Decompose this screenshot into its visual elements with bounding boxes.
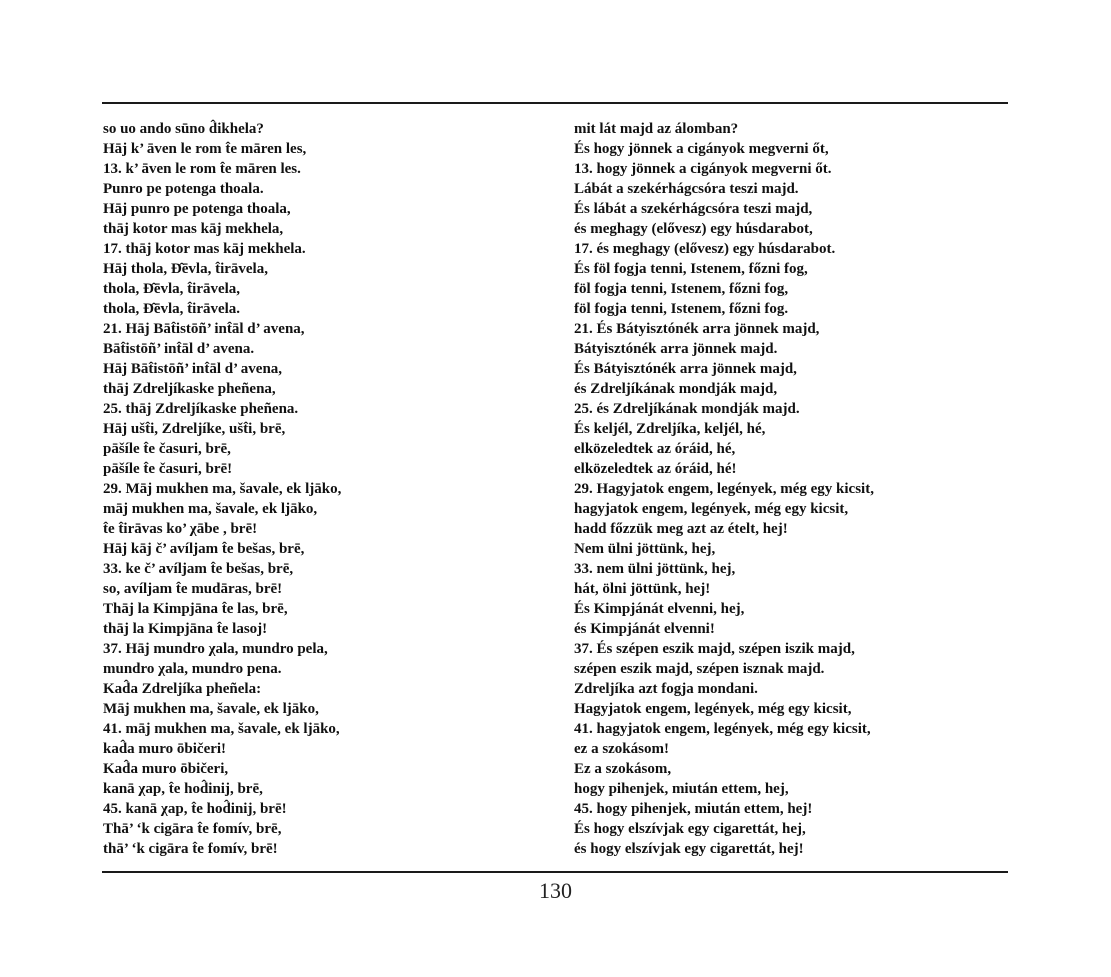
romani-verse-line: thola, Đ̂ēvla, t̂irāvela. bbox=[103, 301, 241, 317]
romani-verse-line: mundro χala, mundro pena. bbox=[103, 661, 282, 677]
romani-verse-line: pāšíle t̂e časuri, brē, bbox=[103, 441, 231, 457]
romani-verse-line: so uo ando sūno d̂ikhela? bbox=[103, 121, 264, 137]
hungarian-verse-line: 45. hogy pihenjek, miután ettem, hej! bbox=[574, 801, 813, 817]
hungarian-verse-line: föl fogja tenni, Istenem, főzni fog. bbox=[574, 301, 789, 317]
romani-verse-line: Kad̂a Zdreljíka pheñela: bbox=[103, 681, 262, 697]
hungarian-verse-line: Lábát a szekérhágcsóra teszi majd. bbox=[574, 181, 799, 197]
romani-verse-line: Hāj ušt̂i, Zdreljíke, ušt̂i, brē, bbox=[103, 421, 286, 437]
page-number: 130 bbox=[539, 878, 572, 903]
romani-verse-line: thāj Zdreljíkaske pheñena, bbox=[103, 381, 276, 397]
bottom-rule bbox=[102, 871, 1008, 873]
romani-verse-line: 17. thāj kotor mas kāj mekhela. bbox=[103, 241, 306, 257]
romani-verse-line: thāj kotor mas kāj mekhela, bbox=[103, 221, 284, 237]
romani-verse-line: 37. Hāj mundro χala, mundro pela, bbox=[103, 641, 328, 657]
hungarian-verse-line: 29. Hagyjatok engem, legények, még egy kicsit, bbox=[574, 481, 874, 497]
romani-verse-line: Hāj punro pe potenga thoala, bbox=[103, 201, 291, 217]
romani-verse-line: 33. ke č’ avíljam t̂e bešas, brē, bbox=[103, 561, 294, 577]
romani-verse-line: māj mukhen ma, šavale, ek ljāko, bbox=[103, 501, 318, 517]
hungarian-verse-line: És keljél, Zdreljíka, keljél, hé, bbox=[574, 421, 766, 437]
romani-verse-line: 41. māj mukhen ma, šavale, ek ljāko, bbox=[103, 721, 340, 737]
hungarian-verse-line: föl fogja tenni, Istenem, főzni fog, bbox=[574, 281, 789, 297]
romani-verse-line: Thā’ ‘k cigāra t̂e fomív, brē, bbox=[103, 821, 282, 837]
hungarian-verse-line: Hagyjatok engem, legények, még egy kicsit, bbox=[574, 701, 852, 717]
hungarian-verse-line: mit lát majd az álomban? bbox=[574, 121, 739, 137]
hungarian-translation-column bbox=[574, 119, 1008, 859]
romani-verse-line: 29. Māj mukhen ma, šavale, ek ljāko, bbox=[103, 481, 342, 497]
romani-verse-line: thā’ ‘k cigāra t̂e fomív, brē! bbox=[103, 841, 278, 857]
hungarian-verse-line: 21. És Bátyisztónék arra jönnek majd, bbox=[574, 321, 820, 337]
romani-verse-line: 21. Hāj Bāt̂istōñ’ int̂āl d’ avena, bbox=[103, 321, 305, 337]
romani-verse-line: kad̂a muro ōbičeri! bbox=[103, 741, 227, 757]
hungarian-verse-line: És hogy jönnek a cigányok megverni őt, bbox=[574, 141, 829, 157]
hungarian-verse-line: és hogy elszívjak egy cigarettát, hej! bbox=[574, 841, 804, 857]
hungarian-verse-line: hadd főzzük meg azt az ételt, hej! bbox=[574, 521, 788, 537]
hungarian-verse-line: Zdreljíka azt fogja mondani. bbox=[574, 681, 758, 697]
romani-verse-line: so, avíljam t̂e mudāras, brē! bbox=[103, 581, 283, 597]
romani-verse-line: t̂e t̂irāvas ko’ χābe , brē! bbox=[103, 521, 258, 537]
hungarian-verse-line: 37. És szépen eszik majd, szépen iszik majd, bbox=[574, 641, 855, 657]
hungarian-verse-line: 13. hogy jönnek a cigányok megverni őt. bbox=[574, 161, 832, 177]
hungarian-verse-line: 33. nem ülni jöttünk, hej, bbox=[574, 561, 736, 577]
hungarian-verse-line: 41. hagyjatok engem, legények, még egy kicsit, bbox=[574, 721, 871, 737]
hungarian-verse-line: És lábát a szekérhágcsóra teszi majd, bbox=[574, 201, 813, 217]
hungarian-verse-line: Bátyisztónék arra jönnek majd. bbox=[574, 341, 778, 357]
hungarian-verse-line: 17. és meghagy (elővesz) egy húsdarabot. bbox=[574, 241, 836, 257]
hungarian-verse-line: hagyjatok engem, legények, még egy kicsit, bbox=[574, 501, 849, 517]
romani-verse-line: Hāj Bāt̂istōñ’ int̂āl d’ avena, bbox=[103, 361, 283, 377]
top-rule bbox=[102, 102, 1008, 104]
romani-verse-line: Punro pe potenga thoala. bbox=[103, 181, 264, 197]
romani-verse-line: pāšíle t̂e časuri, brē! bbox=[103, 461, 233, 477]
romani-verse-line: Māj mukhen ma, šavale, ek ljāko, bbox=[103, 701, 319, 717]
hungarian-verse-line: és meghagy (elővesz) egy húsdarabot, bbox=[574, 221, 813, 237]
hungarian-verse-line: és Kimpjánát elvenni! bbox=[574, 621, 715, 637]
hungarian-verse-line: hát, ölni jöttünk, hej! bbox=[574, 581, 711, 597]
romani-verse-line: 13. k’ āven le rom t̂e māren les. bbox=[103, 161, 301, 177]
romani-verse-line: Bāt̂istōñ’ int̂āl d’ avena. bbox=[103, 341, 255, 357]
romani-verse-line: Hāj thola, Đ̂ēvla, t̂irāvela, bbox=[103, 261, 268, 277]
romani-verse-line: 25. thāj Zdreljíkaske pheñena. bbox=[103, 401, 299, 417]
hungarian-verse-line: szépen eszik majd, szépen isznak majd. bbox=[574, 661, 825, 677]
hungarian-verse-line: elközeledtek az óráid, hé! bbox=[574, 461, 737, 477]
hungarian-verse-line: 25. és Zdreljíkának mondják majd. bbox=[574, 401, 800, 417]
hungarian-verse-line: hogy pihenjek, miután ettem, hej, bbox=[574, 781, 789, 797]
romani-verse-line: thāj la Kimpjāna t̂e lasoj! bbox=[103, 621, 268, 637]
romani-verse-line: 45. kanā χap, t̂e hod̂inij, brē! bbox=[103, 801, 287, 817]
hungarian-verse-line: Ez a szokásom, bbox=[574, 761, 672, 777]
hungarian-verse-line: Nem ülni jöttünk, hej, bbox=[574, 541, 716, 557]
romani-verse-line: thola, Đ̂ēvla, t̂irāvela, bbox=[103, 281, 241, 297]
hungarian-verse-line: És Bátyisztónék arra jönnek majd, bbox=[574, 361, 797, 377]
hungarian-verse-line: ez a szokásom! bbox=[574, 741, 669, 757]
romani-verse-line: Hāj kāj č’ avíljam t̂e bešas, brē, bbox=[103, 541, 305, 557]
romani-verse-line: Thāj la Kimpjāna t̂e las, brē, bbox=[103, 601, 288, 617]
hungarian-verse-line: És hogy elszívjak egy cigarettát, hej, bbox=[574, 821, 806, 837]
romani-verse-line: Kad̂a muro ōbičeri, bbox=[103, 761, 229, 777]
romani-verse-line: kanā χap, t̂e hod̂inij, brē, bbox=[103, 781, 263, 797]
romani-verse-line: Hāj k’ āven le rom t̂e māren les, bbox=[103, 141, 307, 157]
romani-text-column bbox=[103, 119, 543, 859]
hungarian-verse-line: és Zdreljíkának mondják majd, bbox=[574, 381, 778, 397]
hungarian-verse-line: És Kimpjánát elvenni, hej, bbox=[574, 601, 745, 617]
hungarian-verse-line: És föl fogja tenni, Istenem, főzni fog, bbox=[574, 261, 808, 277]
hungarian-verse-line: elközeledtek az óráid, hé, bbox=[574, 441, 736, 457]
